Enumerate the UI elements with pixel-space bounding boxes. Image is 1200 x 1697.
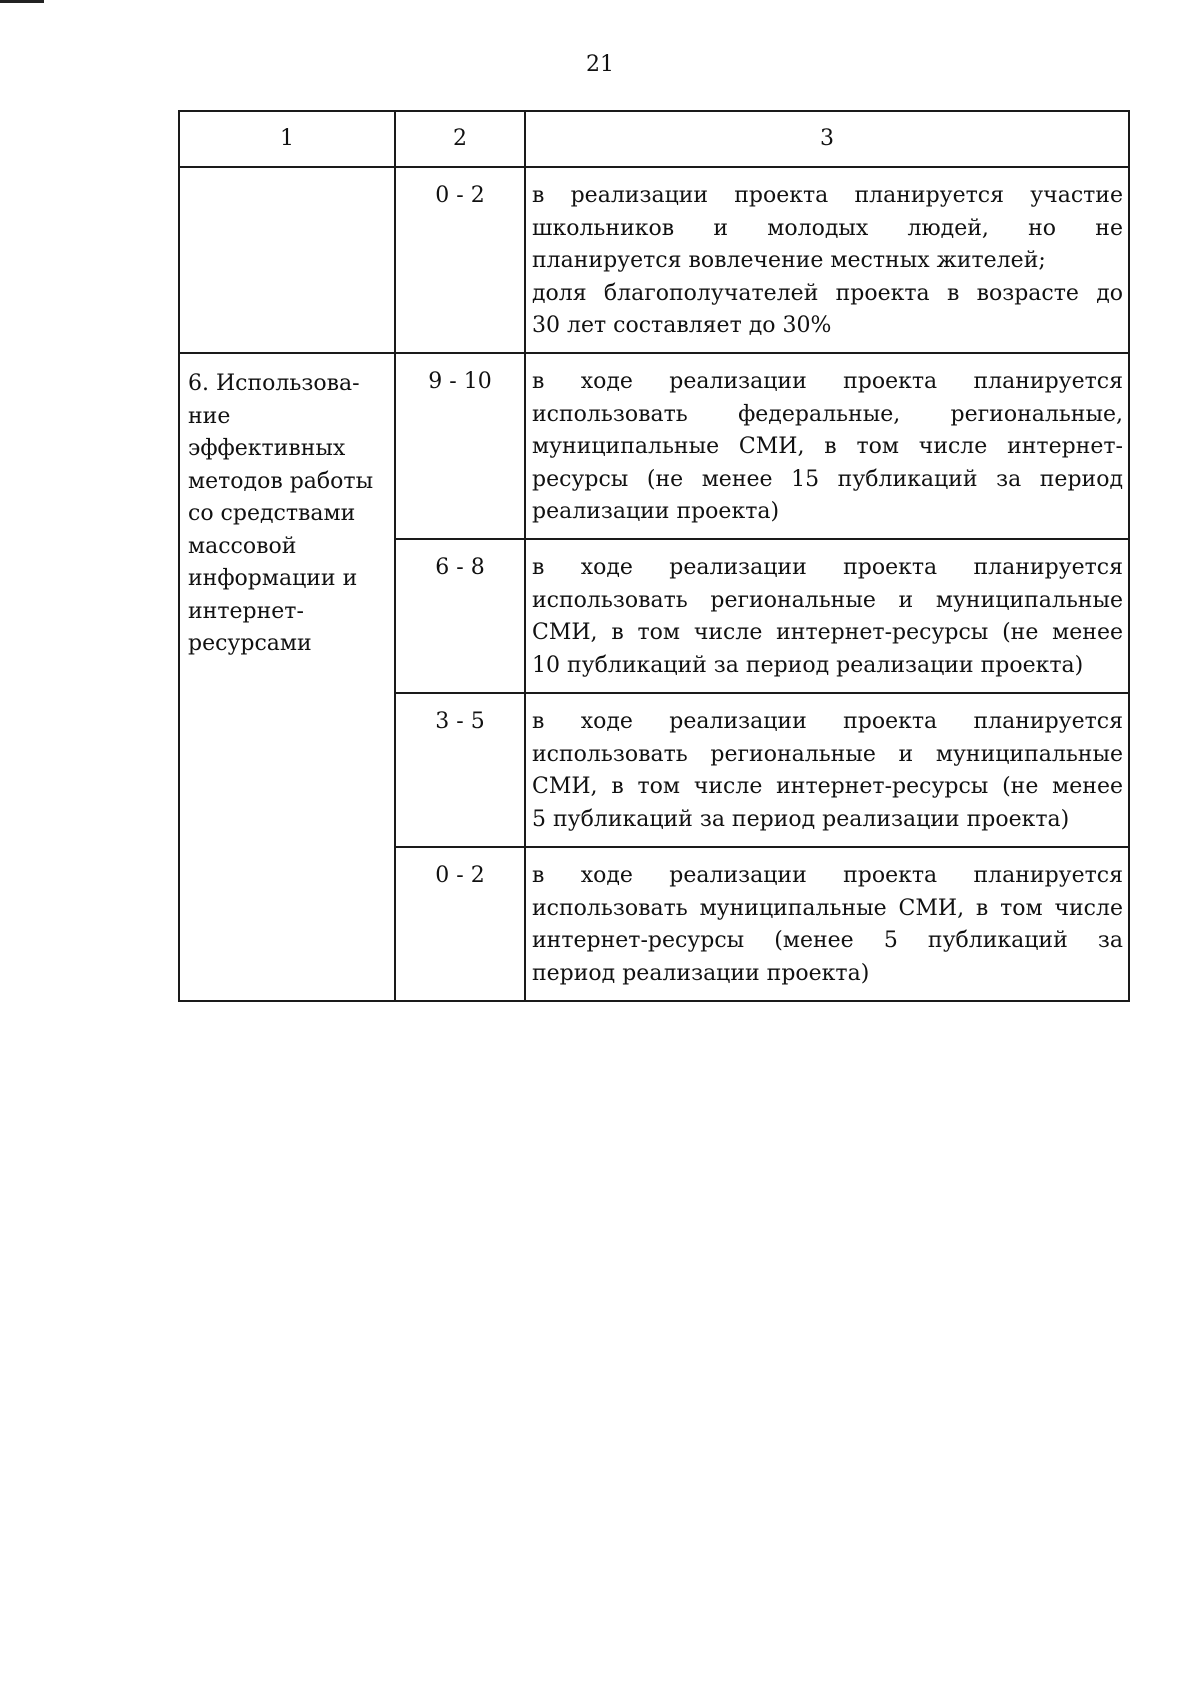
- header-col-2: 2: [395, 111, 525, 167]
- description-cell: [525, 847, 1129, 1001]
- description-line: в ходе реализации проекта планируется: [532, 863, 1123, 888]
- criterion-line: массовой: [188, 533, 297, 559]
- description-line: использовать федеральные, региональные,: [532, 401, 1123, 427]
- description-line: в ходе реализации проекта планируется: [532, 369, 1123, 394]
- description-line: в реализации проекта планируется участие: [532, 183, 1123, 208]
- description-line: в ходе реализации проекта планируется: [532, 555, 1123, 580]
- description-line: муниципальные СМИ, в том числе интернет-: [532, 434, 1123, 459]
- description-line: 30 лет составляет до 30%: [532, 313, 832, 338]
- header-col-1: 1: [179, 111, 395, 167]
- page-number: 21: [586, 52, 614, 77]
- description-line: использовать региональные и муниципальные: [532, 587, 1123, 613]
- criterion-line: ние: [188, 403, 231, 429]
- criterion-cell: [179, 353, 395, 1001]
- description-line: в ходе реализации проекта планируется: [532, 709, 1123, 734]
- score-cell: 3 - 5: [395, 693, 525, 847]
- description-cell: [525, 539, 1129, 693]
- description-line: интернет-ресурсы (менее 5 публикаций за: [532, 928, 1123, 953]
- criterion-line: эффективных: [188, 436, 346, 461]
- description-line: использовать региональные и муниципальные: [532, 741, 1123, 767]
- criterion-cell-empty: [179, 167, 395, 353]
- description-cell: [525, 693, 1129, 847]
- description-line: планируется вовлечение местных жителей;: [532, 248, 1046, 273]
- description-line: 10 публикаций за период реализации проекта): [532, 652, 1084, 678]
- description-line: 5 публикаций за период реализации проекта): [532, 806, 1070, 832]
- criterion-line: методов работы: [188, 468, 374, 494]
- score-cell: 9 - 10: [395, 353, 525, 539]
- table-row: [179, 353, 1129, 539]
- criterion-line: ресурсами: [188, 631, 312, 656]
- score-cell: 6 - 8: [395, 539, 525, 693]
- description-line: реализации проекта): [532, 499, 780, 524]
- criterion-line: интернет-: [188, 598, 304, 624]
- scan-corner-mark: [0, 0, 44, 3]
- score-cell: 0 - 2: [395, 167, 525, 353]
- description-line: использовать муниципальные СМИ, в том числе: [532, 895, 1123, 921]
- criterion-line: информации и: [188, 566, 358, 591]
- description-line: школьников и молодых людей, но не: [532, 215, 1123, 241]
- score-cell: 0 - 2: [395, 847, 525, 1001]
- description-line: СМИ, в том числе интернет-ресурсы (не менее: [532, 620, 1123, 645]
- description-cell: [525, 353, 1129, 539]
- criterion-line: 6. Использова-: [188, 371, 360, 396]
- description-line: доля благополучателей проекта в возрасте до: [532, 280, 1123, 306]
- description-line: период реализации проекта): [532, 960, 870, 986]
- table-header-row: [179, 111, 1129, 167]
- criteria-table: [178, 110, 1130, 1002]
- description-line: СМИ, в том числе интернет-ресурсы (не менее: [532, 774, 1123, 799]
- criterion-line: со средствами: [188, 501, 356, 526]
- description-line: ресурсы (не менее 15 публикаций за период: [532, 466, 1123, 492]
- header-col-3: 3: [525, 111, 1129, 167]
- table-row-continuation: [179, 167, 1129, 353]
- description-cell: [525, 167, 1129, 353]
